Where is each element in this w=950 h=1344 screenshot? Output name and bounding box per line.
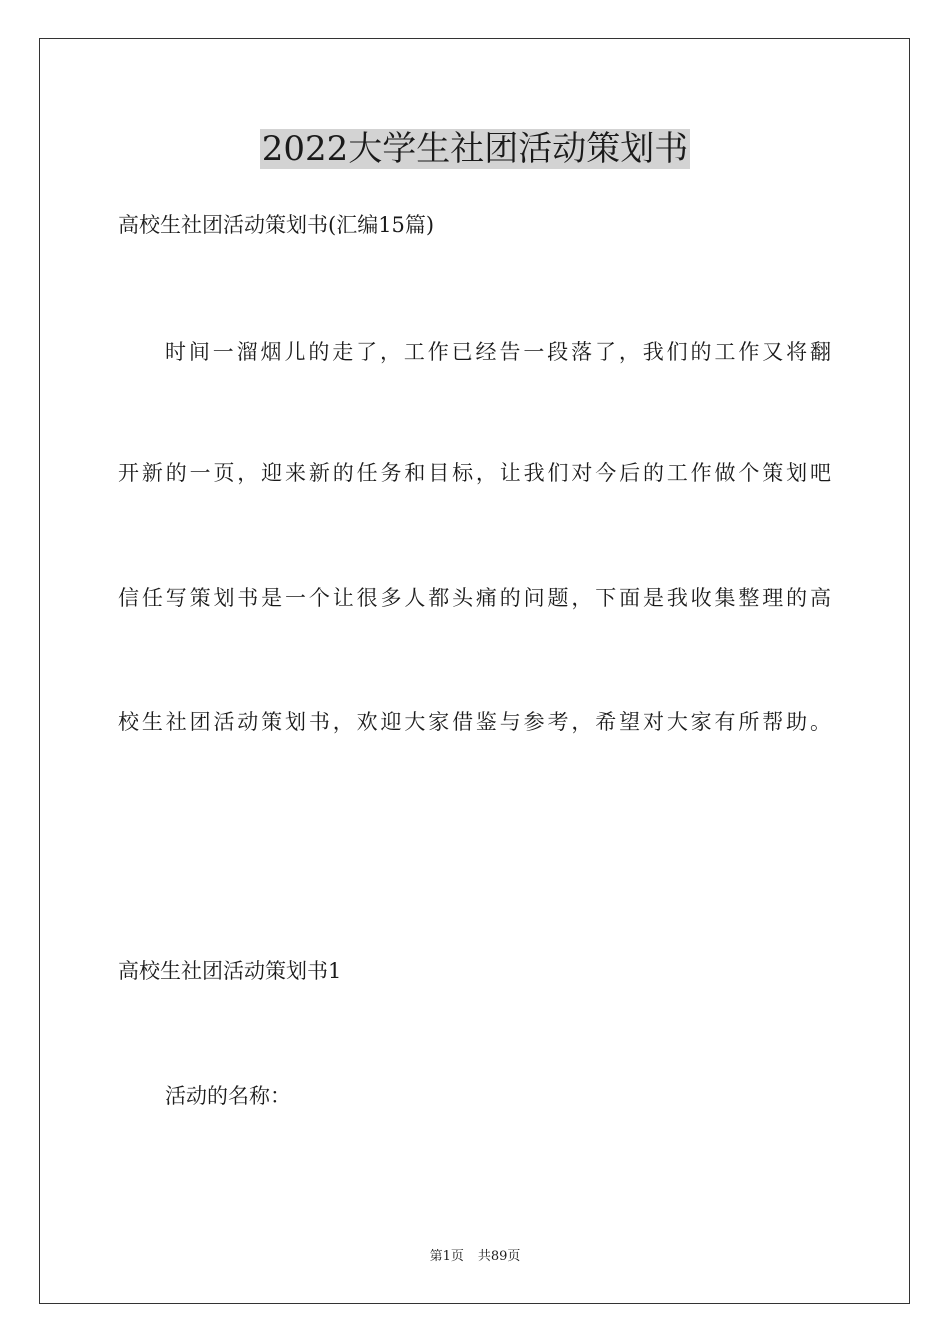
document-subtitle: 高校生社团活动策划书(汇编15篇)	[118, 213, 435, 237]
intro-line-4: 校生社团活动策划书，欢迎大家借鉴与参考，希望对大家有所帮助。	[118, 710, 831, 734]
intro-line-2: 开新的一页，迎来新的任务和目标，让我们对今后的工作做个策划吧	[118, 461, 831, 485]
section-heading: 高校生社团活动策划书1	[118, 959, 342, 983]
intro-line-3: 信任写策划书是一个让很多人都头痛的问题，下面是我收集整理的高	[118, 586, 831, 610]
document-title	[0, 126, 950, 172]
page-total: 共89页	[477, 1249, 521, 1264]
page-number: 第1页	[429, 1249, 464, 1264]
intro-line-1: 时间一溜烟儿的走了，工作已经告一段落了，我们的工作又将翻	[165, 340, 831, 364]
section-item: 活动的名称：	[165, 1084, 291, 1108]
page-footer	[0, 1248, 950, 1266]
document-title-text: 2022大学生社团活动策划书	[261, 129, 689, 169]
